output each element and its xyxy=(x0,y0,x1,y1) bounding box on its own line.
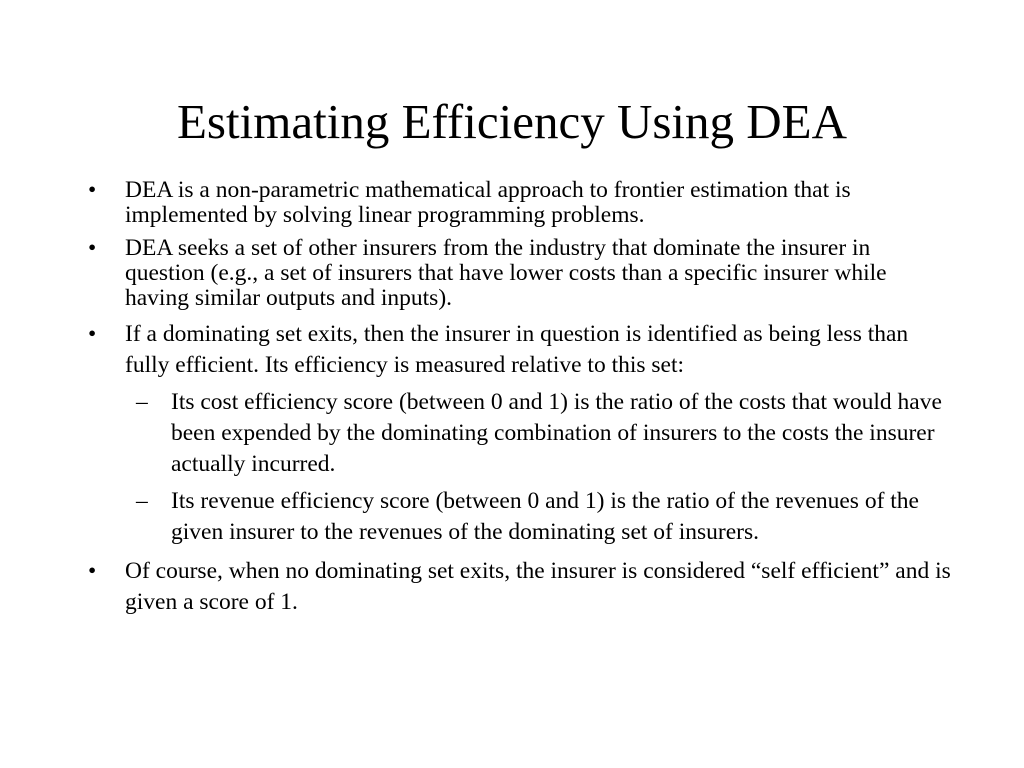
sub-bullet-text: Its revenue efficiency score (between 0 and 1) is the ratio of the revenues of the given insurer to the revenues of the dominating set of insurers. xyxy=(171,488,919,545)
bullet-text: DEA seeks a set of other insurers from the industry that dominate the insurer in question (e.g., a set of insurers that have lower costs than a specific insurer while having similar outputs and inputs). xyxy=(125,235,887,311)
bullet-marker: • xyxy=(88,235,97,261)
bullet-item xyxy=(82,319,952,548)
bullet-marker: • xyxy=(88,177,97,203)
bullet-text: DEA is a non-parametric mathematical approach to frontier estimation that is implemented by solving linear programming problems. xyxy=(125,177,851,228)
sub-bullet-item xyxy=(125,486,952,548)
bullet-item xyxy=(82,236,952,311)
bullet-item xyxy=(82,556,952,618)
sub-bullet-item xyxy=(125,387,952,480)
sub-bullet-list xyxy=(125,387,952,548)
bullet-text: If a dominating set exits, then the insurer in question is identified as being less than fully efficient. Its efficiency is measured relative to this set: xyxy=(125,321,909,378)
dash-marker: – xyxy=(136,389,148,415)
slide-title: Estimating Efficiency Using DEA xyxy=(177,94,847,149)
bullet-item xyxy=(82,178,952,228)
dash-marker: – xyxy=(136,488,148,514)
bullet-text: Of course, when no dominating set exits, the insurer is considered “self efficient” and is given a score of 1. xyxy=(125,558,951,615)
sub-bullet-text: Its cost efficiency score (between 0 and 1) is the ratio of the costs that would have been expended by the dominating combination of insurers to the costs the insurer actually incurred. xyxy=(171,389,942,477)
bullet-list xyxy=(82,178,952,626)
bullet-marker: • xyxy=(88,321,97,347)
bullet-marker: • xyxy=(88,558,97,584)
